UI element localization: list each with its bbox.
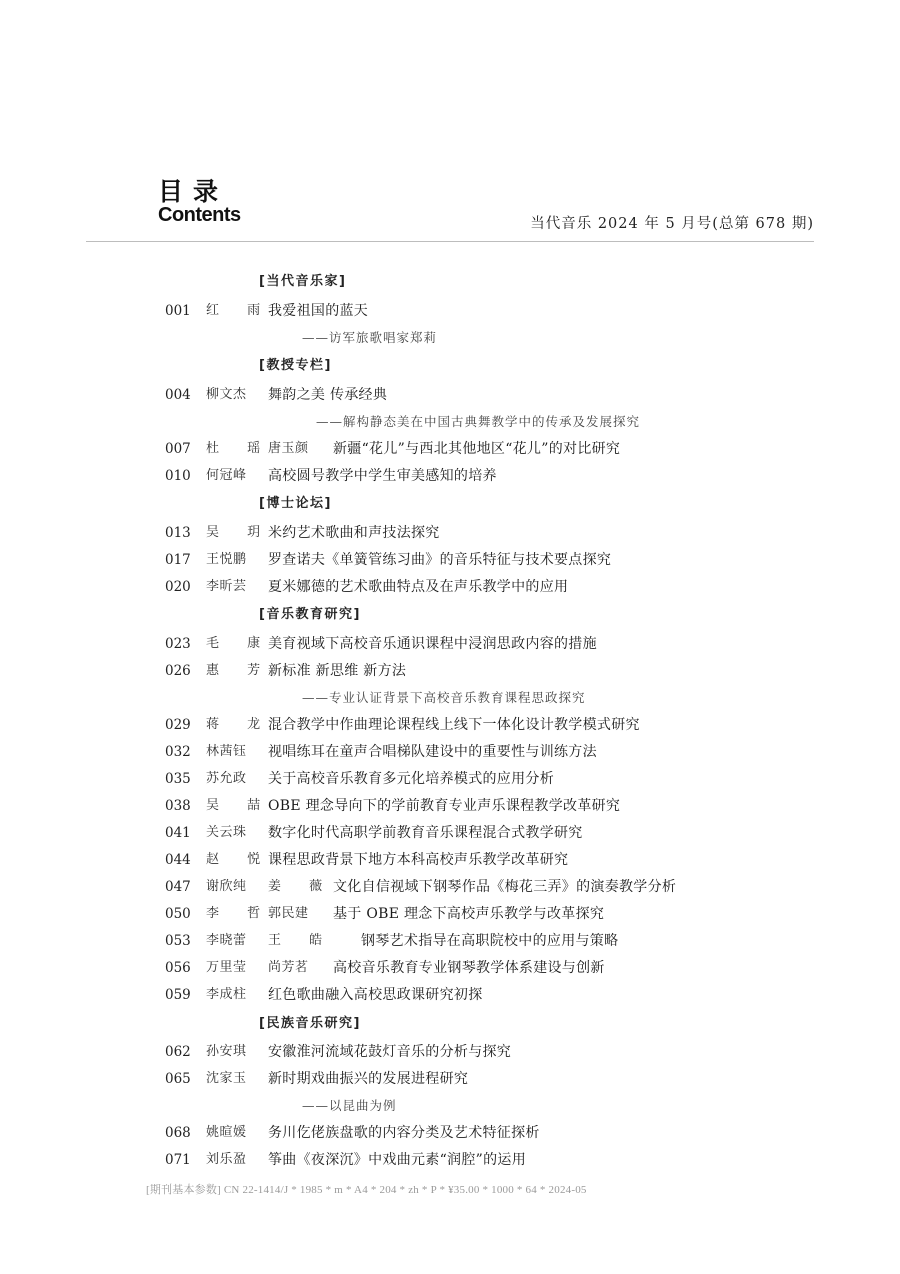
section-heading: [教授专栏] <box>259 358 332 373</box>
article-title: 高校圆号教学中学生审美感知的培养 <box>268 468 497 484</box>
page-number: 001 <box>165 303 191 319</box>
article-subtitle: ——以昆曲为例 <box>302 1098 397 1113</box>
article-title: 夏米娜德的艺术歌曲特点及在声乐教学中的应用 <box>268 579 569 595</box>
article-title: 数字化时代高职学前教育音乐课程混合式教学研究 <box>268 825 583 841</box>
article-title: 我爱祖国的蓝天 <box>268 303 369 319</box>
page-number: 044 <box>165 852 191 868</box>
author: 杜 瑶 <box>206 441 273 456</box>
page-number: 041 <box>165 825 191 841</box>
section-heading: [音乐教育研究] <box>259 607 361 622</box>
section-heading: [民族音乐研究] <box>259 1016 361 1031</box>
article-title: OBE 理念导向下的学前教育专业声乐课程教学改革研究 <box>268 798 621 814</box>
page-title-en: Contents <box>158 204 241 226</box>
author: 李成柱 <box>206 987 247 1002</box>
page-number: 053 <box>165 933 191 949</box>
article-title: 务川仡佬族盘歌的内容分类及艺术特征探析 <box>268 1125 540 1141</box>
author: 沈家玉 <box>206 1071 247 1086</box>
article-title: 钢琴艺术指导在高职院校中的应用与策略 <box>361 933 619 949</box>
page-number: 026 <box>165 663 191 679</box>
author: 蒋 龙 <box>206 717 273 732</box>
article-title: 红色歌曲融入高校思政课研究初探 <box>268 987 483 1003</box>
page-number: 035 <box>165 771 191 787</box>
author: 李 哲 <box>206 906 273 921</box>
co-author: 姜 薇 <box>268 879 335 894</box>
page-number: 056 <box>165 960 191 976</box>
co-author: 唐玉颜 <box>268 441 309 456</box>
page-number: 017 <box>165 552 191 568</box>
article-subtitle: ——解构静态美在中国古典舞教学中的传承及发展探究 <box>316 414 641 429</box>
author: 孙安琪 <box>206 1044 247 1059</box>
article-title: 基于 OBE 理念下高校声乐教学与改革探究 <box>333 906 605 922</box>
author: 万里莹 <box>206 960 247 975</box>
article-title: 美育视域下高校音乐通识课程中浸润思政内容的措施 <box>268 636 597 652</box>
article-title: 罗查诺夫《单簧管练习曲》的音乐特征与技术要点探究 <box>268 552 612 568</box>
page-number: 059 <box>165 987 191 1003</box>
article-title: 安徽淮河流域花鼓灯音乐的分析与探究 <box>268 1044 512 1060</box>
author: 王悦鹏 <box>206 552 247 567</box>
article-title: 文化自信视域下钢琴作品《梅花三弄》的演奏教学分析 <box>333 879 677 895</box>
page-number: 050 <box>165 906 191 922</box>
author: 林茜钰 <box>206 744 247 759</box>
page-number: 062 <box>165 1044 191 1060</box>
author: 苏允政 <box>206 771 247 786</box>
author: 红 雨 <box>206 303 273 318</box>
page-number: 032 <box>165 744 191 760</box>
article-title: 关于高校音乐教育多元化培养模式的应用分析 <box>268 771 554 787</box>
article-title: 新标准 新思维 新方法 <box>268 663 407 679</box>
co-author: 尚芳茗 <box>268 960 309 975</box>
article-title: 米约艺术歌曲和声技法探究 <box>268 525 440 541</box>
article-title: 筝曲《夜深沉》中戏曲元素“润腔”的运用 <box>268 1152 527 1168</box>
page-number: 038 <box>165 798 191 814</box>
author: 毛 康 <box>206 636 273 651</box>
page-number: 029 <box>165 717 191 733</box>
author: 谢欣纯 <box>206 879 247 894</box>
author: 柳文杰 <box>206 387 247 402</box>
author: 李晓蕾 <box>206 933 247 948</box>
page-number: 013 <box>165 525 191 541</box>
article-title: 高校音乐教育专业钢琴教学体系建设与创新 <box>333 960 605 976</box>
author: 吴 玥 <box>206 525 273 540</box>
co-author: 郭民建 <box>268 906 309 921</box>
section-heading: [博士论坛] <box>259 496 332 511</box>
page-number: 068 <box>165 1125 191 1141</box>
author: 赵 悦 <box>206 852 273 867</box>
article-title: 视唱练耳在童声合唱梯队建设中的重要性与训练方法 <box>268 744 597 760</box>
page-number: 020 <box>165 579 191 595</box>
article-title: 新时期戏曲振兴的发展进程研究 <box>268 1071 469 1087</box>
author: 姚暄媛 <box>206 1125 247 1140</box>
article-title: 新疆“花儿”与西北其他地区“花儿”的对比研究 <box>333 441 621 457</box>
section-heading: [当代音乐家] <box>259 274 347 289</box>
issue-info: 当代音乐 2024 年 5 月号(总第 678 期) <box>530 216 814 232</box>
author: 吴 喆 <box>206 798 273 813</box>
author: 刘乐盈 <box>206 1152 247 1167</box>
page-number: 004 <box>165 387 191 403</box>
page-number: 047 <box>165 879 191 895</box>
author: 惠 芳 <box>206 663 273 678</box>
author: 何冠峰 <box>206 468 247 483</box>
page-number: 023 <box>165 636 191 652</box>
page-number: 007 <box>165 441 191 457</box>
page-number: 065 <box>165 1071 191 1087</box>
co-author: 王 皓 <box>268 933 335 948</box>
author: 关云珠 <box>206 825 247 840</box>
article-title: 舞韵之美 传承经典 <box>268 387 388 403</box>
journal-parameters: [期刊基本参数] CN 22-1414/J * 1985 * m * A4 * 204 * zh * P * ¥35.00 * 1000 * 64 * 2024-05 <box>146 1184 587 1196</box>
article-title: 混合教学中作曲理论课程线上线下一体化设计教学模式研究 <box>268 717 640 733</box>
header-divider <box>86 241 814 242</box>
author: 李昕芸 <box>206 579 247 594</box>
article-title: 课程思政背景下地方本科高校声乐教学改革研究 <box>268 852 569 868</box>
page-number: 010 <box>165 468 191 484</box>
article-subtitle: ——专业认证背景下高校音乐教育课程思政探究 <box>302 690 586 705</box>
page-title-cn: 目录 <box>158 177 229 206</box>
article-subtitle: ——访军旅歌唱家郑莉 <box>302 330 438 345</box>
page-number: 071 <box>165 1152 191 1168</box>
